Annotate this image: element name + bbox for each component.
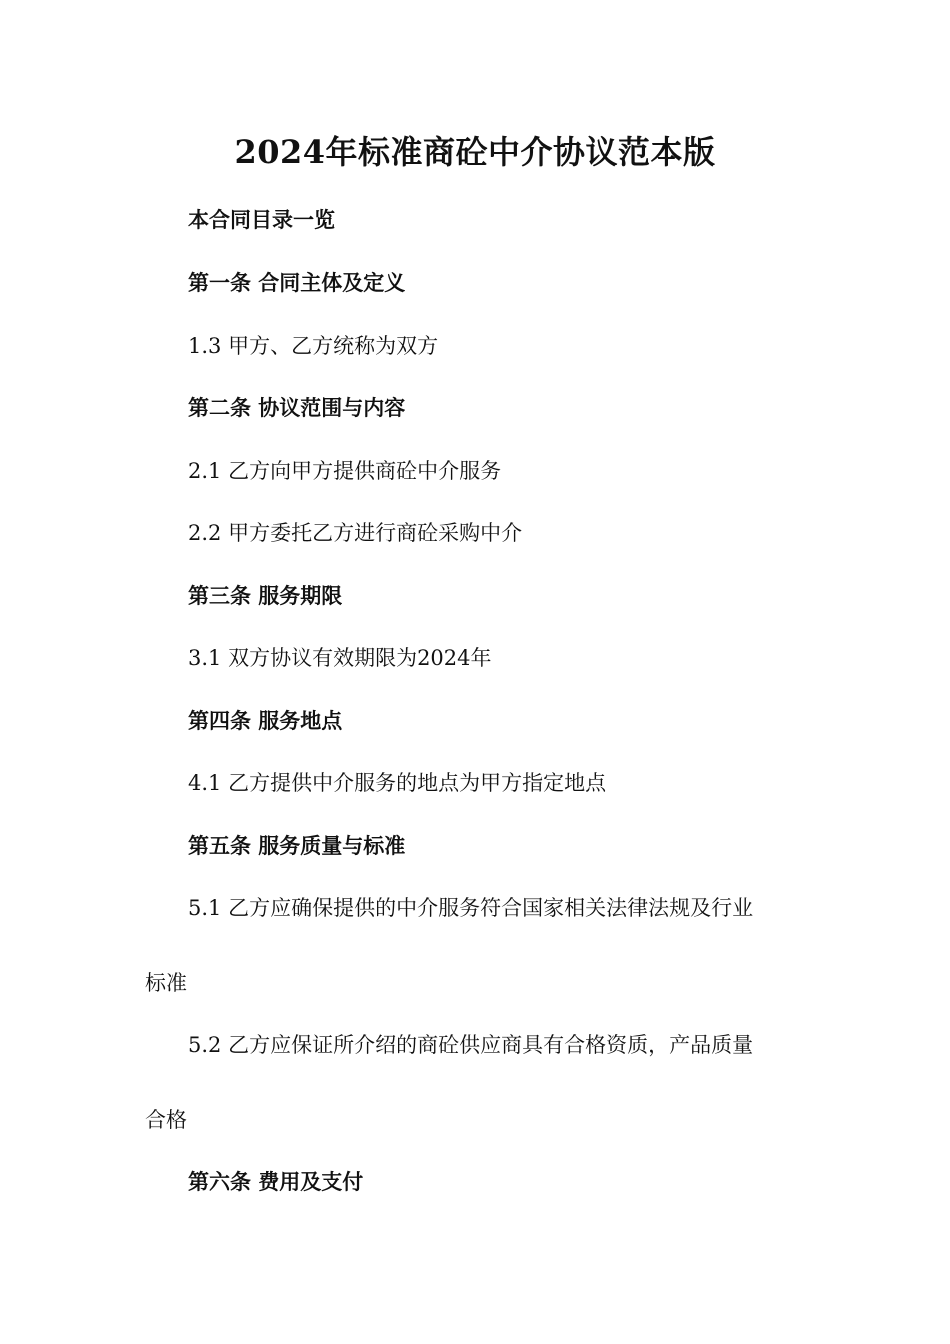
clause-2-2: 2.2 甲方委托乙方进行商砼采购中介 bbox=[188, 521, 523, 545]
toc-heading: 本合同目录一览 bbox=[188, 208, 335, 232]
clause-1-3: 1.3 甲方、乙方统称为双方 bbox=[188, 334, 439, 358]
clause-2-1: 2.1 乙方向甲方提供商砼中介服务 bbox=[188, 459, 502, 483]
clause-3-1: 3.1 双方协议有效期限为2024年 bbox=[188, 646, 492, 670]
section-heading-5: 第五条 服务质量与标准 bbox=[188, 834, 406, 858]
section-heading-4: 第四条 服务地点 bbox=[188, 709, 343, 733]
clause-5-1-continuation: 标准 bbox=[145, 971, 187, 995]
clause-5-2-continuation: 合格 bbox=[145, 1108, 187, 1132]
clause-4-1: 4.1 乙方提供中介服务的地点为甲方指定地点 bbox=[188, 771, 607, 795]
clause-5-2: 5.2 乙方应保证所介绍的商砼供应商具有合格资质，产品质量 bbox=[188, 1033, 754, 1057]
document-title: 2024年标准商砼中介协议范本版 bbox=[234, 133, 716, 171]
clause-5-1: 5.1 乙方应确保提供的中介服务符合国家相关法律法规及行业 bbox=[188, 896, 754, 920]
section-heading-3: 第三条 服务期限 bbox=[188, 584, 343, 608]
section-heading-2: 第二条 协议范围与内容 bbox=[188, 396, 406, 420]
section-heading-6: 第六条 费用及支付 bbox=[188, 1170, 364, 1194]
section-heading-1: 第一条 合同主体及定义 bbox=[188, 271, 406, 295]
